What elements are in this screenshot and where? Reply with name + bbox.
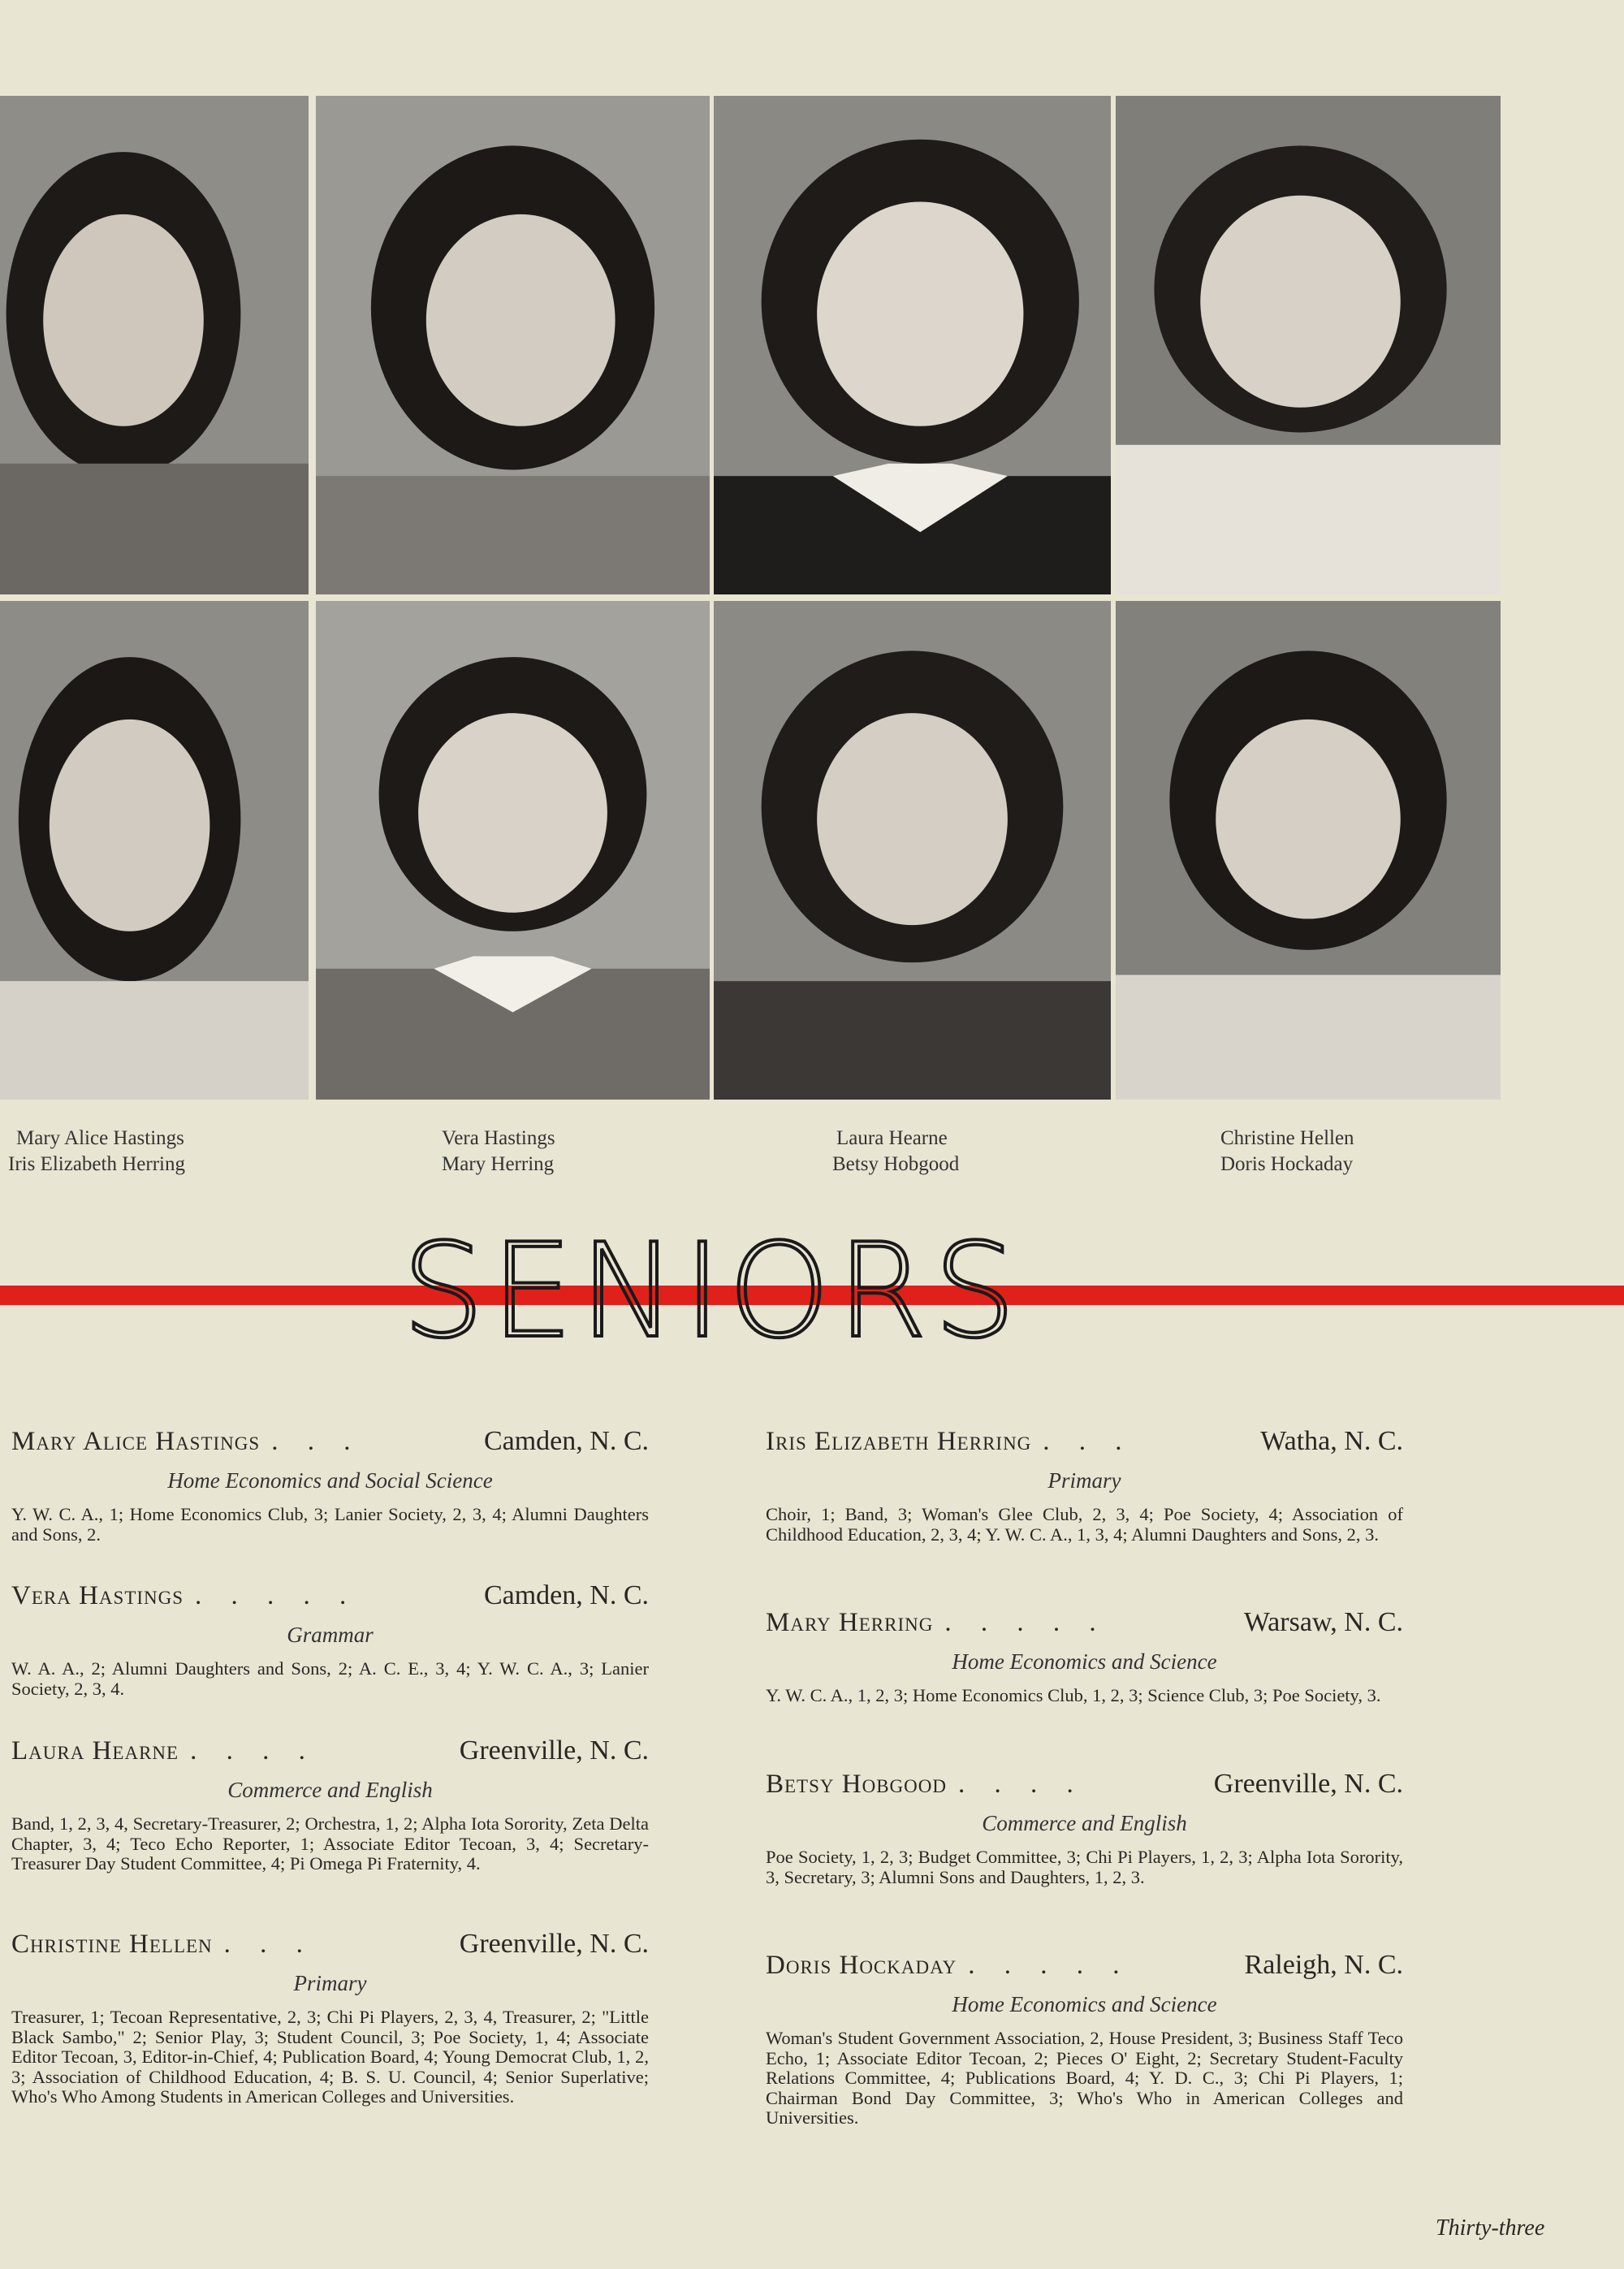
page-title-text: SENIORS: [402, 1215, 1023, 1367]
senior-entry: [11, 1928, 649, 2107]
senior-entry: [11, 1735, 649, 1874]
hometown: Greenville, N. C.: [1213, 1769, 1403, 1799]
leader-dots: . . . . .: [968, 1951, 1131, 1980]
entry-header: [766, 1949, 1403, 1982]
senior-name: Iris Elizabeth Herring: [766, 1427, 1032, 1456]
caption-column-2: [442, 1126, 555, 1178]
caption-name: Laura Hearne: [836, 1127, 948, 1149]
leader-dots: . . . . .: [195, 1581, 358, 1610]
portrait-laura-hearne: [714, 96, 1111, 594]
activities: Treasurer, 1; Tecoan Representative, 2, 3; Chi Pi Players, 2, 3, 4, Treasurer, 2; "Little Black Sambo," 2; Senior Play, 3; Student Council, 3; Poe Society, 1, 4; Associate Editor Tecoan, 3, Editor-in-Chief, 4; Publication Board, 4; Young Democrat Club, 1, 2, 3; Association of Childhood Education, 4; B. S. U. Council, 4; Senior Superlative; Who's Who Among Students in American Colleges and Universities.: [11, 2007, 649, 2107]
senior-entry: [766, 1425, 1403, 1545]
major: Home Economics and Social Science: [167, 1468, 493, 1493]
caption-column-3: [832, 1126, 959, 1178]
senior-name: Doris Hockaday: [766, 1951, 957, 1980]
activities: Band, 1, 2, 3, 4, Secretary-Treasurer, 2; Orchestra, 1, 2; Alpha Iota Sorority, Zeta Delta Chapter, 3, 4; Teco Echo Reporter, 1; Associate Editor Tecoan, 3, 4; Secretary-Treasurer Day Student Committee, 4; Pi Omega Pi Fraternity, 4.: [11, 1813, 649, 1874]
activities: W. A. A., 2; Alumni Daughters and Sons, 2; A. C. E., 3, 4; Y. W. C. A., 3; Lanier Society, 2, 3, 4.: [11, 1658, 649, 1699]
entry-header: [11, 1425, 649, 1458]
major: Home Economics and Science: [952, 1649, 1217, 1674]
activities: Y. W. C. A., 1; Home Economics Club, 3; Lanier Society, 2, 3, 4; Alumni Daughters and Sons, 2.: [11, 1504, 649, 1545]
senior-name: Laura Hearne: [11, 1736, 179, 1765]
caption-column-4: [1220, 1126, 1354, 1178]
caption-name: Betsy Hobgood: [832, 1153, 960, 1175]
activities: Poe Society, 1, 2, 3; Budget Committee, 3; Chi Pi Players, 1, 2, 3; Alpha Iota Sorority, 3, Secretary, 3; Alumni Sons and Daughters, 1, 2, 3.: [766, 1847, 1403, 1887]
hometown: Warsaw, N. C.: [1243, 1607, 1403, 1637]
caption-name: Mary Alice Hastings: [16, 1127, 184, 1149]
hometown: Camden, N. C.: [483, 1426, 649, 1456]
hometown: Greenville, N. C.: [459, 1929, 649, 1959]
activities: Choir, 1; Band, 3; Woman's Glee Club, 2, 3, 4; Poe Society, 4; Association of Childhood Education, 2, 3, 4; Y. W. C. A., 1, 3, 4; Alumni Daughters and Sons, 2, 3.: [766, 1504, 1403, 1545]
major: Commerce and English: [982, 1811, 1187, 1835]
senior-name: Vera Hastings: [11, 1581, 184, 1610]
senior-name: Christine Hellen: [11, 1930, 213, 1959]
activities: Y. W. C. A., 1, 2, 3; Home Economics Club, 1, 2, 3; Science Club, 3; Poe Society, 3.: [766, 1685, 1381, 1705]
hometown: Camden, N. C.: [483, 1580, 649, 1610]
caption-name: Vera Hastings: [442, 1127, 555, 1149]
major: Commerce and English: [227, 1778, 433, 1802]
leader-dots: . . . .: [957, 1770, 1085, 1799]
portrait-christine-hellen: [1116, 96, 1501, 594]
activities: Woman's Student Government Association, 2, House President, 3; Business Staff Teco Echo, 1; Associate Editor Tecoan, 2; Pieces O' Eight, 2; Secretary Student-Faculty Relations Committee, 4; Publications Board, 4; Y. D. C., 3; Chi Pi Players, 1; Chairman Bond Day Committee, 3; Who's Who in American Colleges and Universities.: [766, 2028, 1403, 2128]
caption-column-1: [8, 1126, 185, 1178]
senior-entry: [766, 1949, 1403, 2129]
entry-header: [766, 1606, 1403, 1639]
portrait-iris-elizabeth-herring: [0, 601, 309, 1100]
caption-name: Mary Herring: [442, 1153, 555, 1175]
entry-header: [766, 1425, 1403, 1458]
leader-dots: . . .: [271, 1427, 362, 1456]
entry-header: [11, 1928, 649, 1960]
leader-dots: . . .: [223, 1930, 314, 1959]
senior-entry: [11, 1425, 649, 1545]
portrait-doris-hockaday: [1116, 601, 1501, 1100]
hometown: Watha, N. C.: [1260, 1426, 1403, 1456]
senior-entry: [11, 1580, 649, 1699]
senior-name: Betsy Hobgood: [766, 1770, 947, 1799]
senior-entry: [766, 1768, 1403, 1887]
caption-name: Iris Elizabeth Herring: [8, 1153, 185, 1175]
hometown: Raleigh, N. C.: [1244, 1950, 1403, 1980]
major: Primary: [1047, 1468, 1121, 1493]
entry-header: [11, 1580, 649, 1612]
leader-dots: . . . . .: [944, 1608, 1108, 1637]
page-title: [402, 1215, 1023, 1367]
portrait-vera-hastings: [316, 96, 710, 594]
page-number: Thirty-three: [1436, 2215, 1545, 2241]
portrait-mary-herring: [316, 601, 710, 1100]
leader-dots: . . . .: [190, 1736, 317, 1765]
major: Grammar: [287, 1623, 374, 1647]
senior-entry: [766, 1606, 1403, 1706]
major: Primary: [293, 1971, 367, 1995]
hometown: Greenville, N. C.: [459, 1735, 649, 1765]
senior-name: Mary Herring: [766, 1608, 934, 1637]
senior-name: Mary Alice Hastings: [11, 1427, 261, 1456]
major: Home Economics and Science: [952, 1992, 1217, 2016]
leader-dots: . . .: [1043, 1427, 1134, 1456]
entry-header: [11, 1735, 649, 1767]
entry-header: [766, 1768, 1403, 1800]
caption-name: Doris Hockaday: [1220, 1153, 1354, 1175]
portrait-mary-alice-hastings: [0, 96, 309, 594]
caption-name: Christine Hellen: [1220, 1127, 1354, 1149]
portrait-betsy-hobgood: [714, 601, 1111, 1100]
